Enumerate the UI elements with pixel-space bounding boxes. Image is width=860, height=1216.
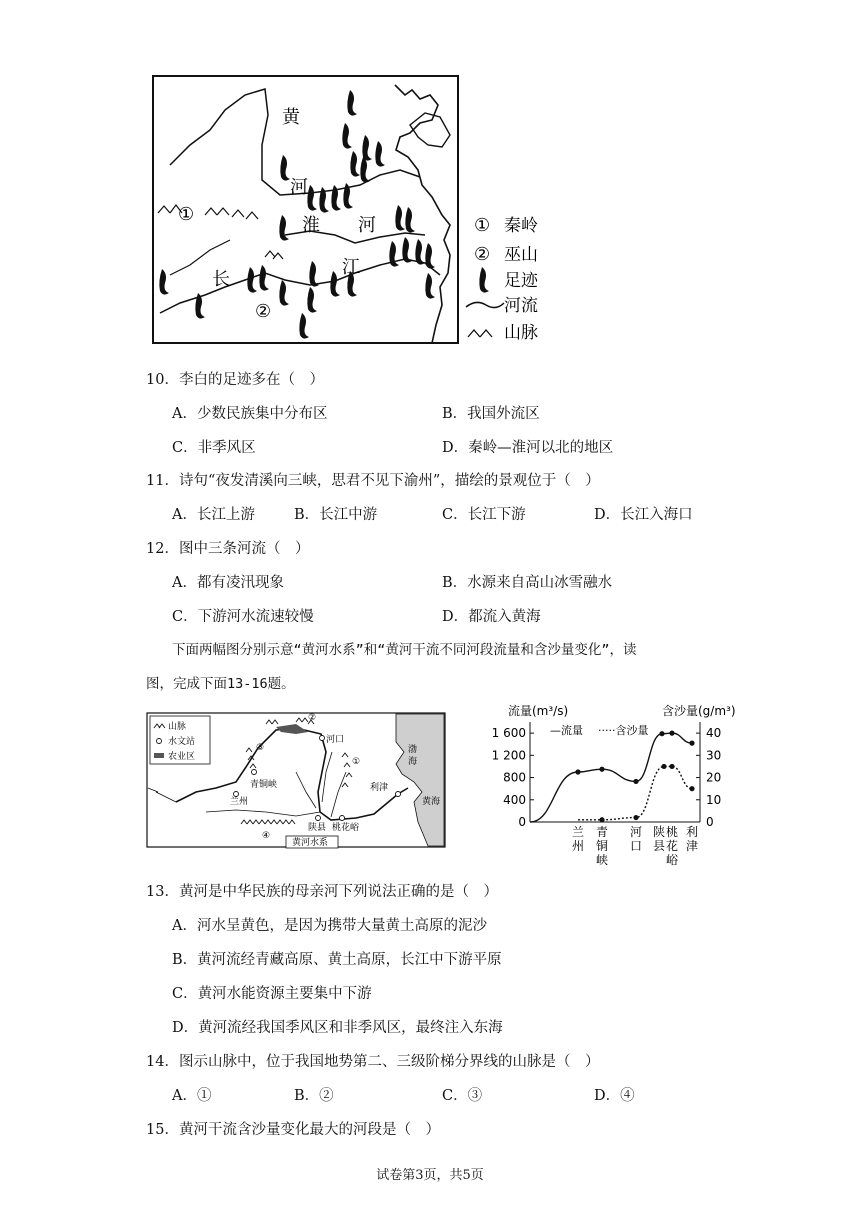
chart-tick-right: 40 [706,726,722,741]
q11-option-d[interactable]: D．长江入海口 [594,507,693,523]
question-10: 10．李白的足迹多在（ ） [146,372,324,388]
svg-text:河流: 河流 [504,296,538,316]
chart-tick-right: 30 [706,748,722,763]
chart-ticks-right [696,726,721,829]
q14-option-d[interactable]: D．④ [594,1088,635,1104]
label-wushan-num: ② [255,301,272,322]
chart-categories [572,824,698,867]
map2-label-lanzhou: 兰州 [230,797,249,807]
map2-label-hai: 海 [408,757,418,767]
mountain-icon [158,205,283,259]
map2-label-bo: 渤 [408,745,418,755]
chart-legend-flow: —流量 [550,724,583,737]
chart-category-label: 峪 [665,853,679,867]
chart-point [669,764,674,769]
chart-category-label: 花 [665,839,679,853]
chart-category-label: 桃 [665,825,679,839]
map2-label-lijin: 利津 [370,783,389,793]
chart-legend-sediment: ·····含沙量 [598,724,649,737]
intro-line-2: 图，完成下面13-16题。 [146,676,295,692]
chart-point [689,741,694,746]
chart-category-label: 州 [571,839,585,853]
chart-point [599,767,604,772]
svg-text:巫山: 巫山 [504,245,538,265]
svg-text:水文站: 水文站 [168,737,196,747]
svg-text:山脉: 山脉 [168,722,187,732]
q13-option-d[interactable]: D．黄河流经我国季风区和非季风区，最终注入东海 [172,1020,503,1036]
chart-series-line-sediment [578,766,692,819]
chart-point [669,731,674,736]
chart-category-label: 兰 [571,825,585,839]
q10-option-b[interactable]: B．我国外流区 [442,406,540,422]
q11-option-c[interactable]: C．长江下游 [442,507,526,523]
q13-option-a[interactable]: A．河水呈黄色，是因为携带大量黄土高原的泥沙 [172,918,487,934]
chart-tick-left: 400 [503,792,526,807]
map2-legend [150,716,210,764]
chart-point [659,731,664,736]
q10-option-c[interactable]: C．非季风区 [172,440,256,456]
question-15: 15．黄河干流含沙量变化最大的河段是（ ） [146,1122,440,1138]
q10-option-a[interactable]: A．少数民族集中分布区 [172,406,328,422]
map2-label-n1: ① [352,757,361,767]
chart-category-label: 河 [629,825,643,839]
chart-tick-left: 800 [503,770,526,785]
label-he: 河 [290,177,308,198]
chart-point [661,764,666,769]
map2-caption: 黄河水系 [292,838,329,848]
chart-tick-left: 0 [518,815,526,829]
chart-category-label: 津 [685,839,699,853]
q10-option-d[interactable]: D．秦岭—淮河以北的地区 [442,440,614,456]
chart-point [633,815,638,820]
label-huai: 淮 [302,215,320,236]
svg-text:足迹: 足迹 [504,271,538,291]
li-bai-footprint-map [150,75,560,350]
map2-label-taohuayu: 桃花峪 [332,823,360,833]
label-huang: 黄 [282,107,300,128]
chart-tick-right: 20 [706,770,722,785]
q12-option-d[interactable]: D．都流入黄海 [442,609,541,625]
chart-ylabel-left: 流量(m³/s) [508,704,569,718]
chart-category-label: 县 [652,839,666,853]
map2-label-n3: ③ [256,743,265,753]
chart-category-label: 铜 [595,839,609,853]
q13-option-b[interactable]: B．黄河流经青藏高原、黄土高原，长江中下游平原 [172,952,502,968]
chart-category-label: 陕 [652,825,666,839]
question-13: 13．黄河是中华民族的母亲河下列说法正确的是（ ） [146,884,498,900]
map2-label-shanxian: 陕县 [308,823,327,833]
question-11: 11．诗句“夜发清溪向三峡，思君不见下渝州”，描绘的景观位于（ ） [146,473,600,489]
chart-point [633,779,638,784]
chart-tick-left: 1 600 [491,726,526,741]
q13-option-c[interactable]: C．黄河水能资源主要集中下游 [172,986,372,1002]
chart-category-label: 口 [629,839,643,853]
label-jiang: 江 [342,257,360,278]
q14-option-b[interactable]: B．② [294,1088,334,1104]
chart-ylabel-right: 含沙量(g/m³) [662,704,736,718]
chart-series [530,731,695,823]
chart-ticks-left [492,726,534,829]
svg-text:秦岭: 秦岭 [504,216,538,236]
q14-option-a[interactable]: A．① [172,1088,212,1104]
q12-option-b[interactable]: B．水源来自高山冰雪融水 [442,575,613,591]
svg-text:山脉: 山脉 [504,323,538,343]
svg-text:农业区: 农业区 [168,752,196,762]
chart-point [575,769,580,774]
chart-category-label: 利 [685,825,699,839]
q12-option-c[interactable]: C．下游河水流速较慢 [172,609,314,625]
map2-label-hekou: 河口 [326,735,345,745]
map2-label-huanghai: 黄海 [422,797,441,807]
svg-text:①: ① [474,215,491,236]
map2-label-n2: ② [308,713,317,723]
label-chang: 长 [212,269,230,290]
q11-option-b[interactable]: B．长江中游 [294,507,378,523]
chart-tick-left: 1 200 [491,748,526,763]
q12-option-a[interactable]: A．都有凌汛现象 [172,575,284,591]
yellow-river-system-map [146,712,446,852]
q11-option-a[interactable]: A．长江上游 [172,507,255,523]
intro-line-1: 下面两幅图分别示意“黄河水系”和“黄河干流不同河段流量和含沙量变化”，读 [172,642,637,658]
label-qinling-num: ① [178,204,195,225]
question-14: 14．图示山脉中，位于我国地势第二、三级阶梯分界线的山脉是（ ） [146,1054,600,1070]
map1-legend [466,215,539,343]
chart-point [599,817,604,822]
question-12: 12．图中三条河流（ ） [146,541,310,557]
chart-point [689,786,694,791]
chart-category-label: 青 [595,825,609,839]
svg-text:②: ② [474,244,491,265]
chart-tick-right: 0 [706,815,714,829]
chart-category-label: 峡 [595,853,609,867]
q14-option-c[interactable]: C．③ [442,1088,483,1104]
chart-series-line-flow [530,733,692,822]
map2-label-qingtongxia: 青铜峡 [250,780,278,790]
page-footer: 试卷第3页，共5页 [376,1168,484,1183]
map2-label-n4: ④ [262,831,271,841]
chart-tick-right: 10 [706,792,722,807]
label-he2: 河 [358,215,376,236]
